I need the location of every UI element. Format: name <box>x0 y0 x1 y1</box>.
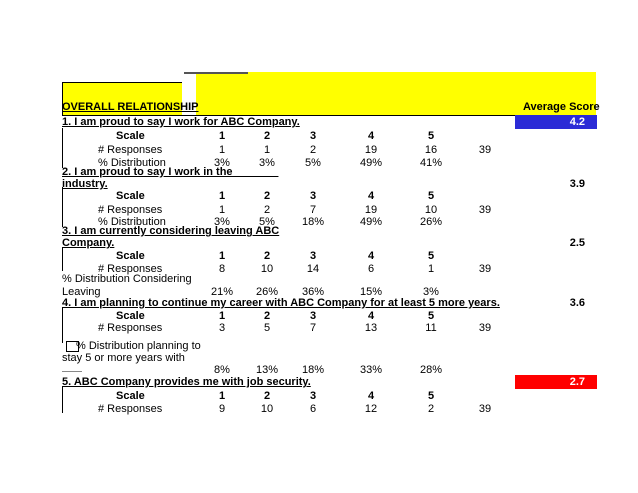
q4-distribution-value: 28% <box>419 364 443 376</box>
q1-response-value: 2 <box>309 144 317 156</box>
q4-total: 39 <box>478 322 492 334</box>
grid-line <box>62 247 63 271</box>
q3-response-value: 1 <box>427 263 435 275</box>
q1-distribution-label: % Distribution <box>98 157 166 169</box>
q4-scale-value: 3 <box>309 310 317 322</box>
q2-response-value: 10 <box>424 204 438 216</box>
q3-distribution-value: 15% <box>359 286 383 298</box>
q2-response-value: 2 <box>263 204 271 216</box>
header-top-border <box>62 82 182 83</box>
q1-distribution-value: 3% <box>259 157 275 169</box>
q2-total: 39 <box>478 204 492 216</box>
q4-label-underline <box>62 371 82 372</box>
q4-responses-label: # Responses <box>98 322 163 334</box>
q1-responses-label: # Responses <box>98 144 163 156</box>
q4-distribution-value: 13% <box>255 364 279 376</box>
q3-scale-label: Scale <box>116 250 145 262</box>
q3-response-value: 6 <box>367 263 375 275</box>
q5-scale-value: 5 <box>427 390 435 402</box>
q4-response-value: 13 <box>364 322 378 334</box>
q1-response-value: 1 <box>263 144 271 156</box>
question-5-score: 2.7 <box>515 375 597 389</box>
q4-scale-value: 1 <box>218 310 226 322</box>
q5-response-value: 10 <box>260 403 274 415</box>
grid-line <box>62 387 63 413</box>
q4-scale-value: 2 <box>263 310 271 322</box>
q5-response-value: 6 <box>309 403 317 415</box>
grid-line <box>62 308 63 343</box>
q2-scale-value: 2 <box>263 190 271 202</box>
q4-distribution-value: 33% <box>359 364 383 376</box>
q2-distribution-value: 18% <box>301 216 325 228</box>
q2-scale-label: Scale <box>116 190 145 202</box>
q3-response-value: 8 <box>218 263 226 275</box>
q2-scale-value: 4 <box>367 190 375 202</box>
q1-scale-value: 2 <box>263 130 271 142</box>
q3-responses-label: # Responses <box>98 263 163 275</box>
q5-scale-value: 3 <box>309 390 317 402</box>
q5-responses-label: # Responses <box>98 403 163 415</box>
q1-distribution-value: 3% <box>214 157 230 169</box>
q3-total: 39 <box>478 263 492 275</box>
q1-response-value: 16 <box>424 144 438 156</box>
average-score-label: Average Score <box>523 101 600 113</box>
q5-scale-label: Scale <box>116 390 145 402</box>
q3-distribution-value: 21% <box>210 286 234 298</box>
q4-distribution-value: 18% <box>301 364 325 376</box>
section-title: OVERALL RELATIONSHIP <box>62 101 199 113</box>
q3-response-value: 10 <box>260 263 274 275</box>
q2-responses-label: # Responses <box>98 204 163 216</box>
question-5-text: 5. ABC Company provides me with job security. <box>62 376 311 388</box>
q1-distribution-value: 41% <box>419 157 443 169</box>
q2-response-value: 19 <box>364 204 378 216</box>
question-2-score: 3.9 <box>569 178 585 190</box>
q2-scale-value: 1 <box>218 190 226 202</box>
q4-scale-value: 5 <box>427 310 435 322</box>
q3-distribution-value: 36% <box>301 286 325 298</box>
q5-total: 39 <box>478 403 492 415</box>
q2-response-value: 7 <box>309 204 317 216</box>
question-4-score: 3.6 <box>569 297 585 309</box>
q1-scale-value: 3 <box>309 130 317 142</box>
q5-scale-value: 4 <box>367 390 375 402</box>
q1-scale-label: Scale <box>116 130 145 142</box>
q5-scale-value: 1 <box>218 390 226 402</box>
q3-scale-value: 2 <box>263 250 271 262</box>
q2-distribution-value: 26% <box>419 216 443 228</box>
q3-scale-value: 5 <box>427 250 435 262</box>
q1-distribution-value: 5% <box>305 157 321 169</box>
q4-response-value: 5 <box>263 322 271 334</box>
q2-distribution-label: % Distribution <box>98 216 166 228</box>
q2-scale-value: 5 <box>427 190 435 202</box>
question-4-text: 4. I am planning to continue my career with ABC Company for at least 5 more years. <box>62 297 500 309</box>
q5-response-value: 9 <box>218 403 226 415</box>
question-3-text: 3. I am currently considering leaving ABC <box>62 225 280 237</box>
q1-total: 39 <box>478 144 492 156</box>
q1-distribution-value: 49% <box>359 157 383 169</box>
q3-scale-value: 1 <box>218 250 226 262</box>
q4-response-value: 11 <box>425 322 437 334</box>
question-1-score: 4.2 <box>515 115 597 129</box>
q1-response-value: 19 <box>364 144 378 156</box>
q3-response-value: 14 <box>306 263 320 275</box>
q2-scale-value: 3 <box>309 190 317 202</box>
q2-distribution-value: 5% <box>259 216 275 228</box>
q1-scale-value: 5 <box>427 130 435 142</box>
q1-scale-value: 4 <box>367 130 375 142</box>
q3-distribution-value: 3% <box>423 286 439 298</box>
question-2-text: 2. I am proud to say I work in the _______ <box>62 166 279 178</box>
q2-distribution-value: 49% <box>359 216 383 228</box>
grid-line <box>62 187 63 227</box>
q3-distribution-label: % Distribution Considering <box>62 273 192 285</box>
q3-scale-value: 4 <box>367 250 375 262</box>
q2-response-value: 1 <box>218 204 226 216</box>
q4-response-value: 7 <box>309 322 317 334</box>
question-3-score: 2.5 <box>569 237 585 249</box>
q4-scale-value: 4 <box>367 310 375 322</box>
question-2-text-cont: industry. <box>62 178 108 190</box>
q2-distribution-value: 3% <box>214 216 230 228</box>
q1-scale-value: 1 <box>218 130 226 142</box>
q3-distribution-label-cont: Leaving <box>62 286 101 298</box>
question-3-text-cont: Company. <box>62 237 115 249</box>
q1-response-value: 1 <box>218 144 226 156</box>
q3-scale-value: 3 <box>309 250 317 262</box>
q4-distribution-label-cont: stay 5 or more years with <box>62 352 185 364</box>
q5-scale-value: 2 <box>263 390 271 402</box>
q4-response-value: 3 <box>218 322 226 334</box>
q4-distribution-label: % Distribution planning to <box>76 340 201 352</box>
q3-distribution-value: 26% <box>255 286 279 298</box>
grid-line <box>62 128 63 168</box>
q4-scale-label: Scale <box>116 310 145 322</box>
q5-response-value: 2 <box>427 403 435 415</box>
q4-distribution-value: 8% <box>214 364 230 376</box>
question-1-text: 1. I am proud to say I work for ABC Company. <box>62 116 300 128</box>
header-tab-border <box>184 72 248 74</box>
q5-response-value: 12 <box>364 403 378 415</box>
